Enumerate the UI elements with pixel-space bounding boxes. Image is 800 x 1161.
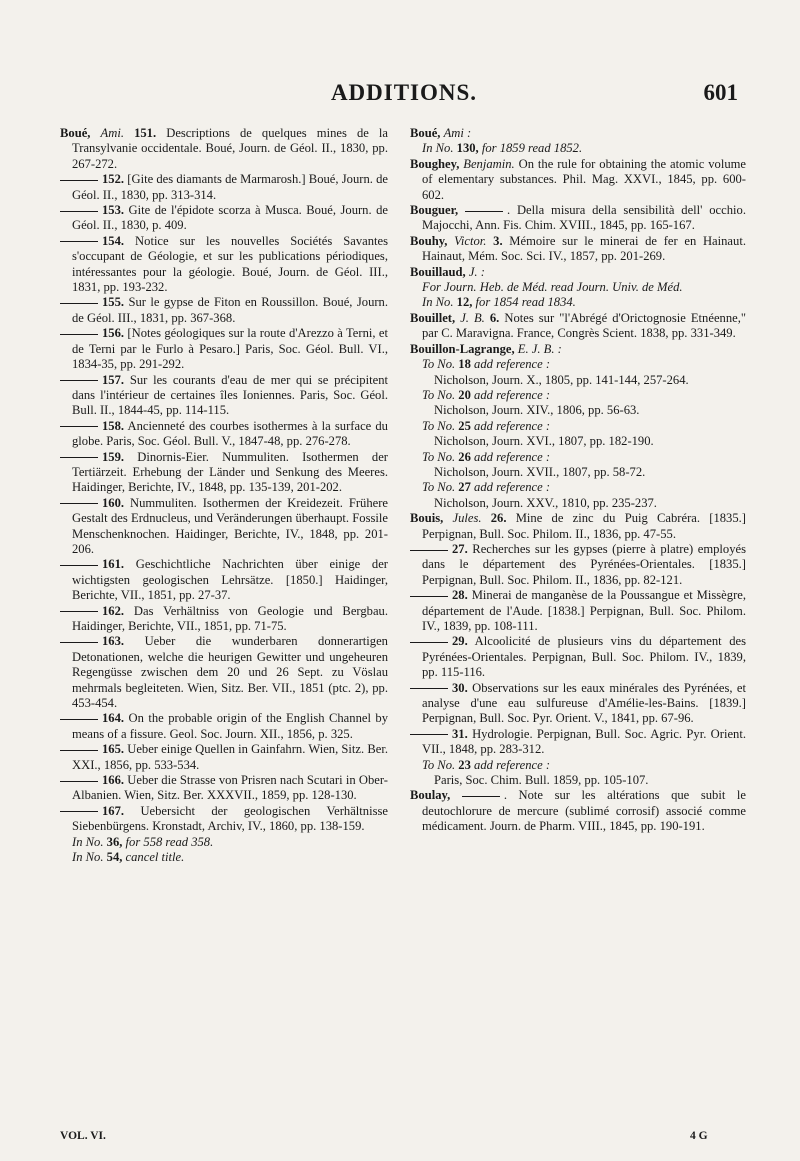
ditto-dash: [60, 211, 98, 212]
ditto-dash: [60, 503, 98, 504]
entry-text: Geschichtliche Nachrichten über einige der wichtigsten geologischen Lehrsätze. [1850.] Haidinger, Berichte, VII., 1851, pp. 27-37.: [72, 557, 388, 603]
bibliography-entry: [410, 419, 746, 450]
ditto-dash: [60, 426, 98, 427]
ditto-dash: [60, 611, 98, 612]
entry-text: Notice sur les nouvelles Sociétés Savantes s'occupant de Géologie, et sur les publications périodiques, intéressantes pour la géologie. Boué, Journ. de Géol. III., 1831, pp. 193-232.: [72, 233, 388, 295]
entry-text: Observations sur les eaux minérales des Pyrénées, et analyse d'une eau sulfureuse d'Amélie-les-Bains. [1839.] Perpignan, Bull. Soc. Pyr. Orient. V., 1841, pp. 67-96.: [422, 680, 746, 726]
entry-author-forename: J. B.: [460, 310, 485, 325]
entry-number: 158.: [102, 418, 125, 433]
bibliography-entry: [60, 450, 388, 496]
ditto-dash: [60, 180, 98, 181]
entry-text: Mémoire sur le minerai de fer en Hainaut. Hainaut, Mém. Soc. Sci. IV., 1857, pp. 201-269.: [422, 233, 746, 264]
entry-text: Hydrologie. Perpignan, Bull. Soc. Agric. Pyr. Orient. VII., 1848, pp. 283-312.: [422, 726, 746, 757]
bibliography-entry: [60, 203, 388, 234]
entry-text: Minerai de manganèse de la Poussangue et Missègre, département de l'Aude. [1838.] Perpignan, Bull. Soc. Philom. IV., 1839, pp. 108-111.: [422, 588, 746, 633]
running-title: ADDITIONS.: [330, 80, 478, 105]
ditto-dash: [60, 719, 98, 720]
note-prefix: To No.: [422, 418, 456, 433]
entry-author: Bouguer,: [410, 203, 459, 218]
entry-number: 27.: [452, 541, 468, 556]
bibliography-entry: [410, 342, 746, 357]
bibliography-entry: [410, 141, 746, 156]
entry-author: Boué,: [410, 126, 441, 140]
note-reference: Nicholson, Journ. XVII., 1807, pp. 58-72.: [434, 464, 646, 479]
bibliography-entry: [410, 203, 746, 234]
entry-number: 166.: [102, 773, 125, 788]
bibliography-entry: [410, 588, 746, 634]
entry-number: 151.: [134, 126, 157, 140]
entry-author-forename: Ami :: [443, 126, 472, 140]
bibliography-entry: [60, 773, 388, 804]
entry-number: 26.: [490, 511, 507, 526]
ditto-dash: [60, 642, 98, 643]
left-column: [60, 126, 388, 866]
entry-number: 164.: [102, 711, 125, 726]
entry-text: . Della misura della sensibilità dell' occhio. Majocchi, Ann. Fis. Chim. XVIII., 1845, pp. 165-167.: [422, 203, 746, 233]
note-text: cancel title.: [125, 850, 185, 865]
note-reference: Nicholson, Journ. XVI., 1807, pp. 182-190.: [434, 434, 654, 449]
note-number: 26: [458, 449, 471, 464]
entry-text: Alcoolicité de plusieurs vins du département des Pyrénées-Orientales. Perpignan, Bull. Soc. Philom. IV., 1839, pp. 115-116.: [422, 634, 746, 680]
entry-number: 153.: [102, 203, 125, 218]
entry-text: Recherches sur les gypses (pierre à platre) employés dans le département des Pyrénées-Orientales. [1835.] Perpignan, Bull. Soc. Philom. II., 1836, pp. 82-121.: [422, 541, 747, 587]
note-number: 12,: [456, 295, 473, 310]
note-prefix: To No.: [422, 357, 456, 372]
ditto-dash: [60, 303, 98, 304]
entry-author: Boughey,: [410, 156, 460, 171]
entry-text: Nummuliten. Isothermen der Kreidezeit. Frühere Gestalt des Erdnucleus, und Veränderungen überhaupt. Fossile Menschenknochen. Haidinger, Berichte, IV., 1848, pp. 201-206.: [72, 495, 388, 556]
entry-text: [Gite des diamants de Marmarosh.] Boué, Journ. de Géol. II., 1830, pp. 313-314.: [72, 172, 388, 202]
entry-number: 157.: [102, 372, 125, 387]
entry-number: 165.: [102, 742, 125, 757]
note-prefix: To No.: [422, 449, 456, 464]
note-prefix: To No.: [422, 757, 456, 772]
note-number: 27: [458, 480, 471, 495]
entry-author-forename: E. J. B. :: [517, 341, 562, 356]
entry-author-forename: J. :: [468, 264, 485, 279]
bibliography-entry: [60, 172, 388, 203]
bibliography-entry: [410, 681, 746, 727]
entry-number: 152.: [102, 172, 125, 187]
note-number: 130,: [456, 141, 479, 156]
bibliography-entry: [60, 804, 388, 835]
entry-number: 155.: [102, 295, 125, 310]
ditto-dash: [410, 642, 448, 643]
bibliography-entry: [410, 126, 746, 141]
note-prefix: In No.: [72, 850, 104, 865]
entry-text: Ueber die Strasse von Prisren nach Scutari in Ober-Albanien. Wien, Sitz. Ber. XXXVII., 1859, pp. 128-130.: [72, 773, 388, 803]
note-prefix: To No.: [422, 387, 456, 402]
entry-author-forename: Victor.: [454, 233, 487, 248]
note-reference: Nicholson, Journ. X., 1805, pp. 141-144, 257-264.: [434, 372, 689, 387]
entry-author: Bouillaud,: [410, 264, 466, 279]
bibliography-entry: [60, 419, 388, 450]
entry-author: Boulay,: [410, 788, 451, 803]
ditto-dash: [60, 241, 98, 242]
ditto-dash: [465, 211, 503, 212]
ditto-dash: [60, 380, 98, 381]
ditto-dash: [410, 550, 448, 551]
entry-text: Dinornis-Eier. Nummuliten. Isothermen der Tertiärzeit. Erhebung der Länder und Senkung des Meeres. Haidinger, Berichte, IV., 1848, pp. 135-139, 201-202.: [72, 449, 388, 495]
entry-number: 156.: [102, 326, 125, 341]
entry-author: Bouillon-Lagrange,: [410, 341, 515, 356]
bibliography-entry: [60, 126, 388, 172]
note-text: add reference :: [474, 480, 551, 495]
entry-number: 154.: [102, 233, 125, 248]
right-column: [410, 126, 746, 835]
ditto-dash: [462, 796, 500, 797]
ditto-dash: [60, 457, 98, 458]
entry-number: 162.: [102, 603, 125, 618]
entry-text: Uebersicht der geologischen Verhältnisse Siebenbürgens. Kronstadt, Archiv, IV., 1860, pp. 138-159.: [72, 803, 388, 834]
note-text: for 1854 read 1834.: [475, 295, 576, 310]
bibliography-entry: [410, 727, 746, 758]
entry-number: 159.: [102, 449, 125, 464]
entry-number: 28.: [452, 588, 468, 603]
note-reference: Nicholson, Journ. XIV., 1806, pp. 56-63.: [434, 403, 640, 418]
bibliography-entry: [410, 157, 746, 203]
ditto-dash: [410, 734, 448, 735]
bibliography-entry: [60, 634, 388, 711]
note-text: add reference :: [474, 418, 551, 433]
volume-label: VOL. VI.: [60, 1130, 106, 1142]
note-reference: Paris, Soc. Chim. Bull. 1859, pp. 105-107.: [434, 773, 649, 788]
ditto-dash: [60, 565, 98, 566]
note-prefix: For: [422, 280, 441, 295]
bibliography-entry: [410, 265, 746, 280]
note-prefix: In No.: [72, 834, 104, 849]
entry-number: 161.: [102, 557, 125, 572]
note-text: add reference :: [474, 757, 551, 772]
entry-author: Bouillet,: [410, 310, 456, 325]
entry-text: Notes sur "l'Abrégé d'Orictognosie Etnéenne," par C. Maravigna. France, Congrès Scient. 1838, pp. 331-349.: [422, 310, 747, 341]
entry-number: 31.: [452, 726, 468, 741]
entry-author: Bouhy,: [410, 233, 448, 248]
note-number: 25: [458, 418, 471, 433]
bibliography-entry: [60, 604, 388, 635]
entry-text: On the probable origin of the English Channel by means of a fissure. Geol. Soc. Journ. XII., 1856, p. 325.: [72, 711, 389, 741]
entry-number: 29.: [452, 634, 468, 649]
entry-text: Sur les courants d'eau de mer qui se précipitent dans l'intérieur de certaines îles Ioniennes. Paris, Soc. Géol. Bull. II., 1844-45, pp. 114-115.: [72, 372, 388, 418]
entry-text: . Note sur les altérations que subit le deutochlorure de mercure (sublimé corrosif) associé comme médicament. Journ. de Pharm. VIII., 1845, pp. 190-191.: [422, 788, 746, 834]
note-prefix: In No.: [422, 295, 454, 310]
bibliography-entry: [60, 295, 388, 326]
note-number: 23: [458, 757, 471, 772]
page-number: 601: [703, 80, 738, 105]
entry-author: Bouis,: [410, 511, 444, 526]
note-text: add reference :: [474, 357, 551, 372]
entry-text: Ancienneté des courbes isothermes à la surface du globe. Paris, Soc. Géol. Bull. V., 1847-48, pp. 276-278.: [72, 418, 388, 449]
entry-text: Mine de zinc du Puig Cabréra. [1835.] Perpignan, Bull. Soc. Philom. II., 1836, pp. 47-55.: [422, 511, 746, 541]
entry-text: [Notes géologiques sur la route d'Arezzo à Terni, et de Terni par le Furlo à Pesaro.] Paris, Soc. Géol. Bull. VI., 1834-35, pp. 291-292.: [72, 326, 388, 372]
page-header: [70, 80, 738, 110]
entry-author: Boué,: [60, 126, 91, 140]
bibliography-entry: [410, 357, 746, 388]
bibliography-entry: [410, 480, 746, 511]
entry-number: 6.: [489, 310, 500, 325]
entry-number: 167.: [102, 803, 125, 818]
bibliography-entry: [410, 511, 746, 542]
note-text: for 1859 read 1852.: [481, 141, 583, 156]
note-text: Journ. Heb. de Méd. read Journ. Univ. de Méd.: [444, 280, 683, 295]
ditto-dash: [60, 334, 98, 335]
entry-number: 30.: [452, 680, 468, 695]
entry-text: Ueber einige Quellen in Gainfahrn. Wien, Sitz. Ber. XXI., 1856, pp. 533-534.: [72, 742, 388, 772]
entry-text: Sur le gypse de Fiton en Roussillon. Boué, Journ. de Géol. III., 1831, pp. 367-368.: [72, 295, 389, 325]
note-prefix: In No.: [422, 141, 454, 156]
entry-number: 163.: [102, 634, 125, 649]
ditto-dash: [410, 596, 448, 597]
entry-author-forename: Benjamin.: [463, 156, 515, 171]
note-number: 18: [458, 357, 471, 372]
entry-text: Das Verhältniss von Geologie und Bergbau. Haidinger, Berichte, VII., 1851, pp. 71-75.: [72, 603, 389, 633]
bibliography-entry: [60, 850, 388, 865]
note-number: 36,: [106, 834, 123, 849]
bibliography-entry: [410, 542, 746, 588]
bibliography-entry: [410, 758, 746, 789]
bibliography-entry: [410, 788, 746, 834]
bibliography-entry: [60, 711, 388, 742]
note-reference: Nicholson, Journ. XXV., 1810, pp. 235-237.: [434, 495, 657, 510]
entry-text: Ueber die wunderbaren donnerartigen Detonationen, welche die heurigen Gewitter und ungeheuren Regengüsse zwischen dem 20 und 26 Sept. zu Vöslau mehrmals begleiteten. Wien, Sitz. Ber. VII., 1851 (ptc. 2), pp. 453-454.: [72, 634, 388, 711]
bibliography-entry: [410, 311, 746, 342]
bibliography-entry: [60, 835, 388, 850]
entry-number: 3.: [493, 233, 503, 248]
bibliography-entry: [410, 280, 746, 295]
entry-text: Gite de l'épidote scorza à Musca. Boué, Journ. de Géol. II., 1830, p. 409.: [72, 203, 388, 233]
signature-mark: 4 G: [690, 1130, 708, 1142]
bibliography-entry: [410, 234, 746, 265]
bibliography-entry: [60, 557, 388, 603]
bibliography-entry: [60, 496, 388, 558]
note-text: add reference :: [474, 449, 551, 464]
ditto-dash: [60, 811, 98, 812]
note-number: 54,: [106, 850, 123, 865]
bibliography-entry: [410, 450, 746, 481]
entry-text: On the rule for obtaining the atomic volume of elementary substances. Phil. Mag. XXVI., 1845, pp. 600-602.: [422, 156, 747, 202]
ditto-dash: [410, 688, 448, 689]
entry-author-forename: Jules.: [452, 511, 482, 526]
bibliography-entry: [60, 326, 388, 372]
bibliography-entry: [60, 373, 388, 419]
note-number: 20: [458, 387, 471, 402]
bibliography-entry: [410, 295, 746, 310]
entry-number: 160.: [102, 495, 125, 510]
ditto-dash: [60, 750, 98, 751]
entry-author-forename: Ami.: [100, 126, 124, 140]
note-text: add reference :: [474, 387, 551, 402]
ditto-dash: [60, 781, 98, 782]
bibliography-entry: [60, 742, 388, 773]
bibliography-entry: [410, 634, 746, 680]
entry-text: Descriptions de quelques mines de la Transylvanie occidentale. Boué, Journ. de Géol. II., 1830, pp. 267-272.: [72, 126, 388, 171]
note-prefix: To No.: [422, 480, 456, 495]
bibliography-entry: [410, 388, 746, 419]
bibliography-entry: [60, 234, 388, 296]
note-text: for 558 read 358.: [125, 834, 214, 849]
